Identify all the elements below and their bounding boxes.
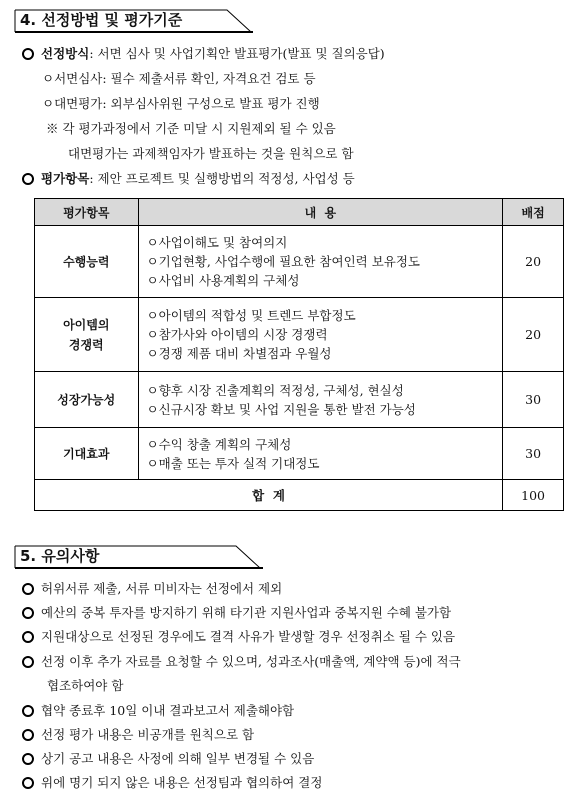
- bullet-circle-icon: [22, 607, 34, 619]
- notice-text: 선정 이후 추가 자료를 요청할 수 있으며, 성과조사(매출액, 계약액 등)에 적극: [41, 654, 461, 669]
- bullet-circle-icon: [22, 173, 34, 185]
- notice-item: [22, 604, 451, 622]
- row-content: [138, 226, 503, 298]
- total-label: 합 계: [35, 480, 503, 511]
- bullet-circle-icon: [22, 48, 34, 60]
- notice-text: 허위서류 제출, 서류 미비자는 선정에서 제외: [41, 581, 283, 596]
- content-line: ㅇ참가사와 아이템의 시장 경쟁력: [146, 327, 328, 342]
- bullet-circle-icon: [22, 777, 34, 789]
- notice-text: 위에 명기 되지 않은 내용은 선정팀과 협의하여 결정: [41, 775, 323, 790]
- row-category: 성장가능성: [35, 372, 139, 428]
- notice-item: [22, 653, 461, 671]
- content-line: ㅇ사업이해도 및 참여의지: [146, 235, 288, 250]
- row-category: 기대효과: [35, 428, 139, 480]
- selection-method-text: : 서면 심사 및 사업기획안 발표평가(발표 및 질의응답): [89, 46, 385, 61]
- section-5-header: [14, 545, 264, 567]
- presentation-review-line: ㅇ대면평가: 외부심사위원 구성으로 발표 평가 진행: [42, 96, 320, 111]
- total-score: 100: [503, 480, 564, 511]
- row-category: 수행능력: [35, 226, 139, 298]
- notice-item: [22, 628, 455, 646]
- document-review-line: ㅇ서면심사: 필수 제출서류 확인, 자격요건 검토 등: [42, 71, 316, 86]
- notice-item: [22, 702, 294, 720]
- content-line: ㅇ수익 창출 계획의 구체성: [146, 436, 292, 452]
- notice-item: [22, 774, 322, 792]
- content-line: ㅇ경쟁 제품 대비 차별점과 우월성: [146, 346, 332, 361]
- notice-item: [22, 750, 314, 768]
- content-line: ㅇ사업비 사용계획의 구체성: [146, 273, 300, 288]
- table-row: [35, 372, 564, 428]
- notice-text: 상기 공고 내용은 사정에 의해 일부 변경될 수 있음: [41, 751, 315, 766]
- notice-item: [22, 726, 254, 744]
- header-score: 배점: [503, 199, 564, 226]
- evaluation-items: [22, 170, 355, 188]
- bullet-circle-icon: [22, 753, 34, 765]
- table-total-row: [35, 480, 564, 511]
- section-5-title: 5. 유의사항: [20, 547, 100, 565]
- evaluation-items-text: : 제안 프로젝트 및 실행방법의 적정성, 사업성 등: [89, 171, 355, 186]
- bullet-circle-icon: [22, 729, 34, 741]
- content-line: ㅇ기업현황, 사업수행에 필요한 참여인력 보유정도: [146, 254, 420, 269]
- evaluation-items-label: 평가항목: [41, 171, 90, 186]
- content-line: ㅇ매출 또는 투자 실적 기대정도: [146, 455, 320, 471]
- note-line-2: 대면평가는 과제책임자가 발표하는 것을 원칙으로 함: [68, 146, 354, 161]
- bullet-circle-icon: [22, 583, 34, 595]
- notice-continuation: 협조하여야 함: [47, 678, 124, 693]
- content-line: ㅇ향후 시장 진출계획의 적정성, 구체성, 현실성: [146, 382, 404, 398]
- notice-text: 협약 종료후 10일 이내 결과보고서 제출해야함: [41, 703, 295, 718]
- section-4-header: [14, 9, 254, 31]
- row-score: 30: [503, 428, 564, 480]
- bullet-circle-icon: [22, 705, 34, 717]
- section-4-title: 4. 선정방법 및 평가기준: [20, 11, 183, 29]
- bullet-circle-icon: [22, 656, 34, 668]
- note-line-1: ※ 각 평가과정에서 기준 미달 시 지원제외 될 수 있음: [46, 121, 336, 136]
- header-category: 평가항목: [35, 199, 139, 226]
- notice-item: [22, 580, 282, 598]
- row-category: 아이템의 경쟁력: [35, 298, 139, 372]
- table-row: [35, 428, 564, 480]
- row-content: [138, 298, 503, 372]
- notice-text: 지원대상으로 선정된 경우에도 결격 사유가 발생할 경우 선정취소 될 수 있음: [41, 629, 456, 644]
- row-score: 20: [503, 298, 564, 372]
- selection-method: [22, 45, 385, 63]
- content-line: ㅇ아이템의 적합성 및 트렌드 부합정도: [146, 308, 356, 323]
- selection-method-label: 선정방식: [41, 46, 90, 61]
- content-line: ㅇ신규시장 확보 및 사업 지원을 통한 발전 가능성: [146, 401, 416, 417]
- header-content: 내 용: [138, 199, 503, 226]
- notice-text: 예산의 중복 투자를 방지하기 위해 타기관 지원사업과 중복지원 수혜 불가함: [41, 605, 452, 620]
- table-header-row: [35, 199, 564, 226]
- table-row: [35, 226, 564, 298]
- row-score: 20: [503, 226, 564, 298]
- row-score: 30: [503, 372, 564, 428]
- notice-text: 선정 평가 내용은 비공개를 원칙으로 함: [41, 727, 255, 742]
- bullet-circle-icon: [22, 631, 34, 643]
- row-content: [138, 428, 503, 480]
- table-row: [35, 298, 564, 372]
- evaluation-table: [34, 198, 564, 511]
- row-content: [138, 372, 503, 428]
